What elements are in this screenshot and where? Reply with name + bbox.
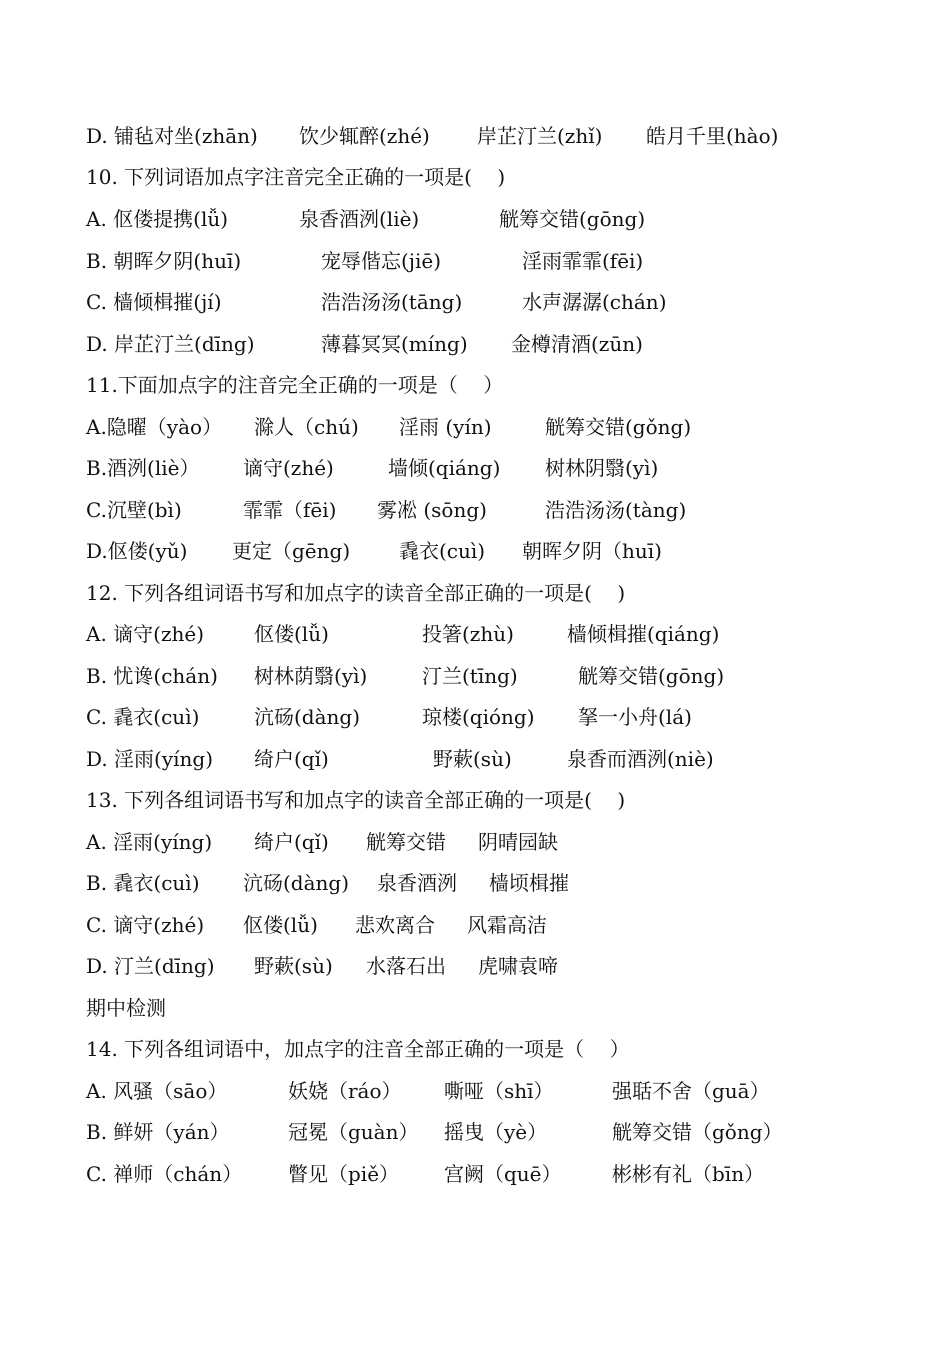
question-text: 13. 下列各组词语书写和加点字的读音全部正确的一项是( ) — [86, 788, 626, 812]
option-line — [86, 825, 558, 859]
question-text: 12. 下列各组词语书写和加点字的读音全部正确的一项是( ) — [86, 581, 626, 605]
option-line — [86, 700, 692, 734]
option-line — [86, 493, 687, 527]
option-line — [86, 908, 547, 942]
answer-segment: C. 毳衣(cuì) — [86, 705, 200, 729]
answer-segment: D. 铺毡对坐(zhān) — [86, 124, 258, 148]
answer-segment: A. 风骚（sāo） — [86, 1079, 228, 1103]
answer-segment: 宠辱偕忘(jiē) — [321, 249, 442, 273]
answer-segment: 泉香酒洌 — [377, 871, 457, 895]
answer-segment: 嘶哑（shī） — [444, 1079, 554, 1103]
answer-segment: 薄暮冥冥(míng) — [321, 332, 468, 356]
answer-segment: 绮户(qǐ) — [254, 747, 329, 771]
answer-segment: 觥筹交错(gōng) — [499, 207, 646, 231]
answer-segment: 霏霏（fēi) — [243, 498, 337, 522]
answer-segment: D. 岸芷汀兰(dīng) — [86, 332, 255, 356]
answer-segment: C.沉壁(bì) — [86, 498, 182, 522]
question-line — [86, 160, 506, 194]
question-line — [86, 1032, 630, 1066]
question-text: 10. 下列词语加点字注音完全正确的一项是( ) — [86, 165, 506, 189]
option-line — [86, 119, 779, 153]
answer-segment: 摇曳（yè） — [444, 1120, 548, 1144]
option-line — [86, 742, 714, 776]
answer-segment: 淫雨霏霏(fēi) — [522, 249, 644, 273]
answer-segment: 冠冕（guàn） — [288, 1120, 419, 1144]
answer-segment: 悲欢离合 — [355, 913, 435, 937]
section-title: 期中检测 — [86, 996, 166, 1020]
answer-segment: 觥筹交错（gǒng） — [612, 1120, 783, 1144]
answer-segment: 墙倾(qiáng) — [388, 456, 501, 480]
option-line — [86, 1115, 783, 1149]
option-line — [86, 949, 558, 983]
answer-segment: C. 谪守(zhé) — [86, 913, 205, 937]
answer-segment: 瞥见（piě） — [288, 1162, 400, 1186]
answer-segment: 樯倾楫摧(qiáng) — [567, 622, 720, 646]
answer-segment: 皓月千里(hào) — [646, 124, 779, 148]
answer-segment: 绮户(qǐ) — [254, 830, 329, 854]
answer-segment: 宫阙（quē） — [444, 1162, 562, 1186]
answer-segment: C. 樯倾楫摧(jí) — [86, 290, 222, 314]
answer-segment: 虎啸袁啼 — [478, 954, 558, 978]
answer-segment: 野蔌(sù) — [433, 747, 512, 771]
question-text: 14. 下列各组词语中，加点字的注音全部正确的一项是（ ） — [86, 1037, 630, 1061]
answer-segment: B. 鲜妍（yán） — [86, 1120, 230, 1144]
answer-segment: 水声潺潺(chán) — [522, 290, 667, 314]
answer-segment: 樯顷楫摧 — [489, 871, 569, 895]
answer-segment: B. 朝晖夕阴(huī) — [86, 249, 242, 273]
answer-segment: B.酒洌(liè） — [86, 456, 200, 480]
answer-segment: 泉香而酒洌(niè) — [567, 747, 714, 771]
answer-segment: 觥筹交错(gōng) — [578, 664, 725, 688]
question-line — [86, 576, 626, 610]
answer-segment: 强聒不舍（guā） — [612, 1079, 770, 1103]
answer-segment: 雾凇 (sōng) — [377, 498, 487, 522]
option-line — [86, 244, 644, 278]
answer-segment: D. 淫雨(yíng) — [86, 747, 214, 771]
answer-segment: 野蔌(sù) — [254, 954, 333, 978]
answer-segment: 伛偻(lǚ) — [254, 622, 329, 646]
option-line — [86, 327, 643, 361]
answer-segment: 投箸(zhù) — [422, 622, 514, 646]
answer-segment: 觥筹交错(gǒng) — [545, 415, 692, 439]
answer-segment: 觥筹交错 — [366, 830, 446, 854]
answer-segment: 岸芷汀兰(zhǐ) — [477, 124, 603, 148]
answer-segment: A. 伛偻提携(lǚ) — [86, 207, 229, 231]
answer-segment: 沆砀(dàng) — [243, 871, 350, 895]
option-line — [86, 451, 659, 485]
answer-segment: 谪守(zhé) — [243, 456, 334, 480]
answer-segment: D.伛偻(yǔ) — [86, 539, 188, 563]
answer-segment: B. 毳衣(cuì) — [86, 871, 200, 895]
answer-segment: C. 禅师（chán） — [86, 1162, 243, 1186]
answer-segment: 汀兰(tīng) — [422, 664, 518, 688]
option-line — [86, 866, 569, 900]
answer-segment: 水落石出 — [366, 954, 446, 978]
option-line — [86, 1157, 765, 1191]
answer-segment: 彬彬有礼（bīn） — [612, 1162, 765, 1186]
option-line — [86, 202, 646, 236]
answer-segment: D. 汀兰(dīng) — [86, 954, 215, 978]
section-heading — [86, 991, 166, 1025]
answer-segment: 淫雨 (yín) — [399, 415, 492, 439]
answer-segment: A.隐曜（yào） — [86, 415, 223, 439]
answer-segment: 伛偻(lǚ) — [243, 913, 318, 937]
answer-segment: 阴晴园缺 — [478, 830, 558, 854]
answer-segment: 更定（gēng) — [232, 539, 351, 563]
question-line — [86, 783, 626, 817]
answer-segment: 朝晖夕阴（huī) — [522, 539, 662, 563]
answer-segment: 风霜高洁 — [467, 913, 547, 937]
answer-segment: 树林阴翳(yì) — [545, 456, 659, 480]
question-text: 11.下面加点字的注音完全正确的一项是（ ） — [86, 373, 504, 397]
option-line — [86, 659, 725, 693]
answer-segment: 沆砀(dàng) — [254, 705, 361, 729]
answer-segment: B. 忧谗(chán) — [86, 664, 218, 688]
option-line — [86, 1074, 770, 1108]
answer-segment: 妖娆（ráo） — [288, 1079, 402, 1103]
answer-segment: 泉香酒洌(liè) — [299, 207, 420, 231]
answer-segment: A. 淫雨(yíng) — [86, 830, 213, 854]
answer-segment: 树林荫翳(yì) — [254, 664, 368, 688]
option-line — [86, 534, 662, 568]
answer-segment: 浩浩汤汤(tāng) — [321, 290, 463, 314]
answer-segment: 拏一小舟(lá) — [578, 705, 692, 729]
answer-segment: 金樽清酒(zūn) — [511, 332, 643, 356]
option-line — [86, 285, 667, 319]
option-line — [86, 410, 692, 444]
option-line — [86, 617, 720, 651]
answer-segment: 琼楼(qióng) — [422, 705, 535, 729]
answer-segment: 饮少辄醉(zhé) — [299, 124, 430, 148]
answer-segment: A. 谪守(zhé) — [86, 622, 205, 646]
question-line — [86, 368, 504, 402]
answer-segment: 毳衣(cuì) — [399, 539, 486, 563]
answer-segment: 浩浩汤汤(tàng) — [545, 498, 687, 522]
answer-segment: 滁人（chú) — [254, 415, 359, 439]
